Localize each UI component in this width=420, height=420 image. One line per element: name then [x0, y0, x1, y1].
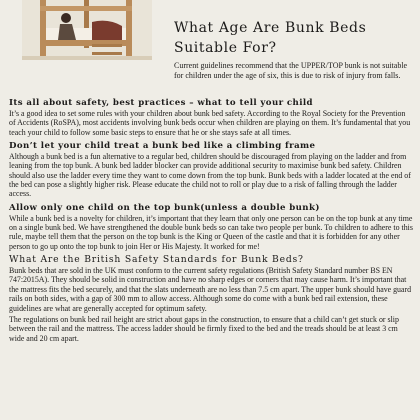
- section-paragraph: Bunk beds that are sold in the UK must conform to the current safety regulations (British Safety Standard number BS EN 747:2015A). They should be solid in construction and have no sharp edges or corners that may cause harm. It’s important that the mattress fits the bed securely, and that the slats underneath are no less than 7.5 cm apart. The upper bunk should have guard rails on both sides, with a gap of 300 mm to allow access. Although some do come with a bunk bed rail extension, these guidelines are what are generally accepted for optimum safety.: [9, 266, 412, 313]
- article-body: [9, 98, 413, 347]
- section-heading: Its all about safety, best practices – what to tell your child: [9, 98, 313, 108]
- title-block: [174, 18, 412, 80]
- intro-paragraph: Current guidelines recommend that the UPPER/TOP bunk is not suitable for children under the age of six, this is due to risk of injury from falls.: [174, 61, 408, 80]
- bunk-bed-illustration-icon: [22, 0, 152, 60]
- section-paragraph: Although a bunk bed is a fun alternative to a regular bed, children should be discouraged from playing on the ladder and from leaning from the top bunk. A bunk bed ladder blocker can provide additional security to maximise bunk bed safety. Children should also use the ladder every time they want to come down from the top bunk. Bunk beds with a ladder located at the end of the bed can pose a slightly higher risk. Please educate the child not to roll or play due to a risk of falling through the ladder access.: [9, 152, 411, 199]
- section-one-child-top-bunk: [9, 203, 413, 251]
- section-heading: Don’t let your child treat a bunk bed like a climbing frame: [9, 141, 316, 152]
- page-title-line-1: What Age Are Bunk Beds: [174, 20, 367, 36]
- page-title: [174, 18, 412, 58]
- section-british-standards: [9, 255, 413, 343]
- section-heading: What Are the British Safety Standards for Bunk Beds?: [9, 254, 304, 266]
- section-paragraph: The regulations on bunk bed rail height are strict about gaps in the construction, to ensure that a child can’t get stuck or slip between the rail and the mattress. The access ladder should be firmly fixed to the bed and the treads should be at least 3 cm wide and 20 cm apart.: [9, 314, 399, 343]
- section-climbing-frame: [9, 141, 413, 199]
- section-paragraph: While a bunk bed is a novelty for children, it’s important that they learn that only one person can be on the top bunk at any time on a single bunk bed. We have strengthened the double bunk beds so can take two people per bunk. To children to adhere to this rule, maybe tell them that the person on the top bunk is the King or Queen of the castle and that it is forbidden for any other person to go up onto the top bunk to join Her or His Majesty. It worked for me!: [9, 213, 413, 251]
- section-safety-practices: [9, 98, 413, 137]
- page-title-line-2: Suitable For?: [174, 40, 277, 56]
- section-heading: Allow only one child on the top bunk(unless a double bunk): [9, 202, 320, 213]
- section-paragraph: It’s a good idea to set some rules with your children about bunk bed safety. According to the Royal Society for the Prevention of Accidents (RoSPA), most accidents involving bunk beds occur when children are playing on them. It’s fundamental that you teach your child to follow some basic steps to ensure that he or she stays safe at all times.: [9, 109, 411, 137]
